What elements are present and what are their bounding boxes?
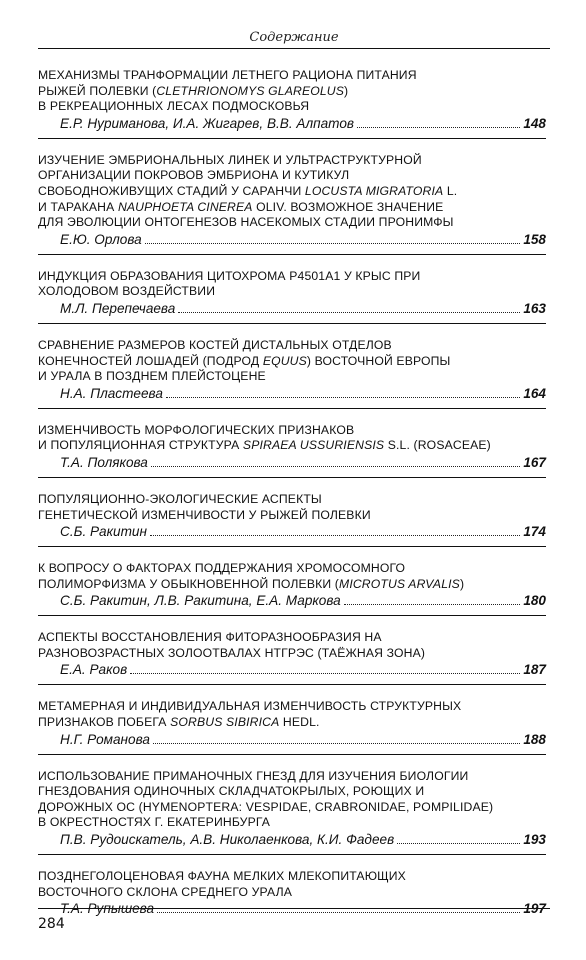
entry-page-number: 163 [523, 300, 546, 316]
entry-separator [38, 854, 546, 855]
entry-separator [38, 254, 546, 255]
toc-entry [38, 423, 546, 471]
dot-leader [151, 455, 520, 467]
header-rule [38, 48, 550, 49]
entry-separator [38, 138, 546, 139]
entry-separator [38, 477, 546, 478]
entry-separator [38, 546, 546, 547]
author-line [60, 231, 546, 248]
entry-separator [38, 684, 546, 685]
page-number: 284 [38, 916, 65, 932]
author-line [60, 115, 546, 132]
entry-authors: Т.А. Полякова [60, 454, 148, 470]
dot-leader [344, 593, 521, 605]
entry-title: К ВОПРОСУ О ФАКТОРАХ ПОДДЕРЖАНИЯ ХРОМОСОМНОГО ПОЛИМОРФИЗМА У ОБЫКНОВЕННОЙ ПОЛЕВКИ (MICROTUS ARVALIS) [38, 561, 465, 591]
table-of-contents [38, 68, 546, 917]
toc-entry [38, 338, 546, 402]
entry-title: АСПЕКТЫ ВОССТАНОВЛЕНИЯ ФИТОРАЗНООБРАЗИЯ НА РАЗНОВОЗРАСТНЫХ ЗОЛООТВАЛАХ НТГРЭС (ТАЁЖНАЯ ЗОНА) [38, 630, 426, 660]
entry-authors: Е.Ю. Орлова [60, 231, 142, 247]
entry-authors: Н.Г. Романова [60, 731, 150, 747]
entry-separator [38, 408, 546, 409]
entry-title: ПОПУЛЯЦИОННО-ЭКОЛОГИЧЕСКИЕ АСПЕКТЫ ГЕНЕТИЧЕСКОЙ ИЗМЕНЧИВОСТИ У РЫЖЕЙ ПОЛЕВКИ [38, 491, 371, 522]
author-line [60, 454, 546, 471]
toc-entry [38, 699, 546, 747]
entry-authors: П.В. Рудоискатель, А.В. Николаенкова, К.И. Фадеев [60, 832, 395, 848]
author-line [60, 592, 546, 609]
entry-authors: Н.А. Пластеева [60, 385, 163, 401]
toc-entry [38, 769, 546, 848]
footer-rule [38, 908, 550, 909]
dot-leader [357, 116, 520, 128]
entry-title: МЕХАНИЗМЫ ТРАНФОРМАЦИИ ЛЕТНЕГО РАЦИОНА ПИТАНИЯ РЫЖЕЙ ПОЛЕВКИ (CLETHRIONOMYS GLAREOLUS) В РЕКРЕАЦИОННЫХ ЛЕСАХ ПОДМОСКОВЬЯ [38, 68, 417, 114]
entry-page-number: 187 [523, 662, 546, 678]
dot-leader [145, 232, 521, 244]
entry-title: МЕТАМЕРНАЯ И ИНДИВИДУАЛЬНАЯ ИЗМЕНЧИВОСТЬ СТРУКТУРНЫХ ПРИЗНАКОВ ПОБЕГА SORBUS SIBIRICA HEDL. [38, 699, 462, 730]
dot-leader [153, 732, 520, 744]
entry-authors: С.Б. Ракитин [60, 524, 147, 540]
author-line [60, 300, 546, 317]
entry-page-number: 164 [523, 385, 546, 401]
entry-authors: С.Б. Ракитин, Л.В. Ракитина, Е.А. Маркова [60, 593, 341, 609]
entry-page-number: 188 [523, 731, 546, 747]
entry-title: ИЗМЕНЧИВОСТЬ МОРФОЛОГИЧЕСКИХ ПРИЗНАКОВ И ПОПУЛЯЦИОННАЯ СТРУКТУРА SPIRAEA USSURIENSIS S.L. (ROSACEAE) [38, 422, 491, 453]
entry-authors: Е.А. Раков [60, 662, 128, 678]
author-line [60, 731, 546, 748]
entry-title: ИЗУЧЕНИЕ ЭМБРИОНАЛЬНЫХ ЛИНЕК И УЛЬТРАСТРУКТУРНОЙ ОРГАНИЗАЦИИ ПОКРОВОВ ЭМБРИОНА И КУТИКУЛ СВОБОДНОЖИВУЩИХ СТАДИЙ У САРАНЧИ LOCUSTA MIGRATORIA L. И ТАРАКАНА NAUPHOETA CINEREA OLIV. ВОЗМОЖНОЕ ЗНАЧЕНИЕ ДЛЯ ЭВОЛЮЦИИ ОНТОГЕНЕЗОВ НАСЕКОМЫХ СТАДИИ ПРОНИМФЫ [38, 152, 458, 230]
entry-title: ИСПОЛЬЗОВАНИЕ ПРИМАНОЧНЫХ ГНЕЗД ДЛЯ ИЗУЧЕНИЯ БИОЛОГИИ ГНЕЗДОВАНИЯ ОДИНОЧНЫХ СКЛАДЧАТОКРЫЛЫХ, РОЮЩИХ И ДОРОЖНЫХ ОС (HYMENOPTERA: VESPIDAE, CRABRONIDAE, POMPILIDAE) В ОКРЕСТНОСТЯХ Г. ЕКАТЕРИНБУРГА [38, 768, 494, 830]
toc-entry [38, 68, 546, 132]
dot-leader [178, 301, 520, 313]
author-line [60, 831, 546, 848]
toc-entry [38, 153, 546, 248]
entry-page-number: 148 [523, 115, 546, 131]
entry-page-number: 197 [523, 901, 546, 917]
entry-page-number: 193 [523, 832, 546, 848]
entry-authors: Т.А. Рупышева [60, 901, 155, 917]
entry-page-number: 158 [523, 231, 546, 247]
entry-title: СРАВНЕНИЕ РАЗМЕРОВ КОСТЕЙ ДИСТАЛЬНЫХ ОТДЕЛОВ КОНЕЧНОСТЕЙ ЛОШАДЕЙ (ПОДРОД EQUUS) ВОСТОЧНОЙ ЕВРОПЫ И УРАЛА В ПОЗДНЕМ ПЛЕЙСТОЦЕНЕ [38, 337, 451, 384]
dot-leader [397, 832, 520, 844]
toc-entry [38, 561, 546, 609]
toc-entry [38, 269, 546, 317]
entry-page-number: 174 [523, 524, 546, 540]
entry-authors: М.Л. Перепечаева [60, 300, 176, 316]
toc-entry [38, 492, 546, 540]
entry-separator [38, 754, 546, 755]
entry-page-number: 180 [523, 593, 546, 609]
toc-entry [38, 869, 546, 917]
author-line [60, 661, 546, 678]
dot-leader [166, 386, 520, 398]
entry-authors: Е.Р. Нуриманова, И.А. Жигарев, В.В. Алпатов [60, 115, 355, 131]
entry-title: ПОЗДНЕГОЛОЦЕНОВАЯ ФАУНА МЕЛКИХ МЛЕКОПИТАЮЩИХ ВОСТОЧНОГО СКЛОНА СРЕДНЕГО УРАЛА [38, 869, 406, 899]
author-line [60, 385, 546, 402]
entry-separator [38, 615, 546, 616]
entry-title: ИНДУКЦИЯ ОБРАЗОВАНИЯ ЦИТОХРОМА Р4501А1 У КРЫС ПРИ ХОЛОДОВОМ ВОЗДЕЙСТВИИ [38, 268, 421, 299]
toc-entry [38, 630, 546, 678]
entry-page-number: 167 [523, 454, 546, 470]
author-line [60, 523, 546, 540]
dot-leader [150, 524, 520, 536]
running-head: Содержание [249, 30, 339, 45]
dot-leader [130, 662, 520, 674]
entry-separator [38, 323, 546, 324]
